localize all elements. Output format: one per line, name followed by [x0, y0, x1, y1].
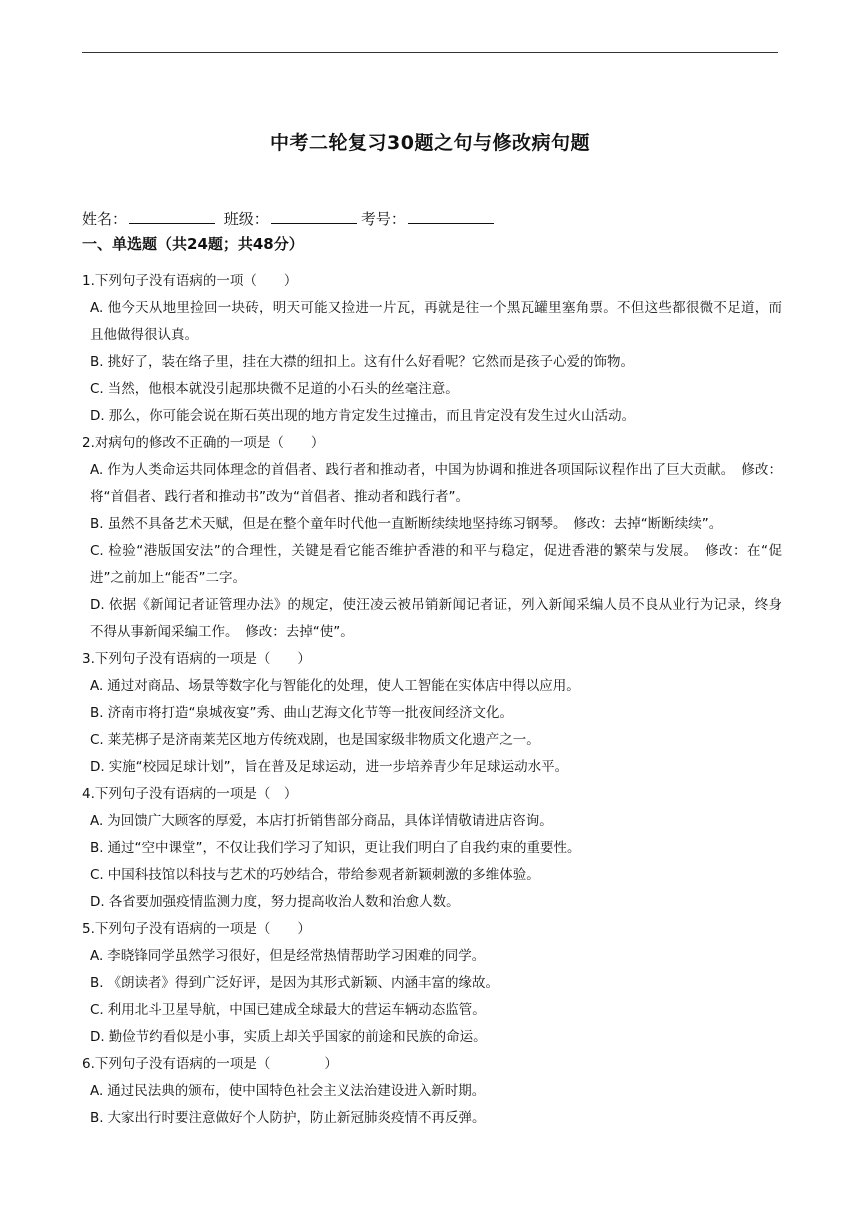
option-text: 当然，他根本就没引起那块微不足道的小石头的丝毫注意。: [107, 381, 459, 397]
option-letter: B.: [90, 354, 104, 370]
header-rule: [82, 52, 778, 53]
question-stem: 1.下列句子没有语病的一项（ ）: [82, 273, 298, 289]
question-option[interactable]: [82, 511, 782, 538]
option-letter: A.: [90, 300, 104, 316]
exam-number-blank[interactable]: [408, 207, 494, 224]
name-label: 姓名：: [82, 210, 128, 228]
question-1: [82, 268, 782, 430]
student-info-line: [82, 207, 498, 229]
option-text: 利用北斗卫星导航，中国已建成全球最大的营运车辆动态监管。: [107, 1002, 486, 1018]
option-text: 《朗读者》得到广泛好评，是因为其形式新颖、内涵丰富的缘故。: [107, 975, 500, 991]
question-stem: 4.下列句子没有语病的一项是（ ）: [82, 786, 298, 802]
option-text: 为回馈广大顾客的厚爱，本店打折销售部分商品，具体详情敬请进店咨询。: [107, 813, 553, 829]
option-letter: D.: [90, 408, 105, 424]
option-letter: D.: [90, 894, 105, 910]
option-text: 大家出行时要注意做好个人防护，防止新冠肺炎疫情不再反弹。: [107, 1110, 486, 1126]
question-option[interactable]: [82, 727, 782, 754]
question-option[interactable]: [82, 754, 782, 781]
question-option[interactable]: [82, 457, 782, 511]
option-text: 作为人类命运共同体理念的首倡者、践行者和推动者，中国为协调和推进各项国际议程作出了巨大贡献。 修改：将“首倡者、践行者和推动书”改为“首倡者、推动者和践行者”。: [90, 462, 782, 505]
question-4: [82, 781, 782, 916]
question-option[interactable]: [82, 862, 782, 889]
question-stem: 3.下列句子没有语病的一项是（ ）: [82, 651, 311, 667]
option-text: 那么，你可能会说在斯石英出现的地方肯定发生过撞击，而且肯定没有发生过火山活动。: [108, 408, 636, 424]
option-letter: C.: [90, 543, 104, 559]
question-3: [82, 646, 782, 781]
option-letter: A.: [90, 678, 104, 694]
option-letter: A.: [90, 948, 104, 964]
question-option[interactable]: [82, 1078, 782, 1105]
option-text: 中国科技馆以科技与艺术的巧妙结合，带给参观者新颖刺激的多维体验。: [107, 867, 540, 883]
option-text: 挑好了，装在络子里，挂在大襟的纽扣上。这有什么好看呢？它然而是孩子心爱的饰物。: [107, 354, 635, 370]
question-option[interactable]: [82, 943, 782, 970]
question-option[interactable]: [82, 808, 782, 835]
question-option[interactable]: [82, 349, 782, 376]
question-option[interactable]: [82, 700, 782, 727]
question-stem: 6.下列句子没有语病的一项是（ ）: [82, 1056, 338, 1072]
question-stem: 2.对病句的修改不正确的一项是（ ）: [82, 435, 325, 451]
question-list: [82, 268, 782, 1132]
option-letter: C.: [90, 732, 104, 748]
option-text: 检验“港版国安法”的合理性，关键是看它能否维护香港的和平与稳定，促进香港的繁荣与发展。 修改：在“促进”之前加上“能否”二字。: [90, 543, 782, 586]
question-2: [82, 430, 782, 646]
option-letter: B.: [90, 975, 104, 991]
question-option[interactable]: [82, 970, 782, 997]
question-option[interactable]: [82, 835, 782, 862]
option-letter: D.: [90, 597, 105, 613]
question-5: [82, 916, 782, 1051]
question-option[interactable]: [82, 673, 782, 700]
question-option[interactable]: [82, 592, 782, 646]
option-letter: A.: [90, 1083, 104, 1099]
option-letter: D.: [90, 759, 105, 775]
option-letter: B.: [90, 705, 104, 721]
question-option[interactable]: [82, 889, 782, 916]
question-option[interactable]: [82, 1024, 782, 1051]
option-text: 他今天从地里捡回一块砖，明天可能又捡进一片瓦，再就是往一个黑瓦罐里塞角票。不但这些都很微不足道，而且他做得很认真。: [90, 300, 782, 343]
document-title: 中考二轮复习30题之句与修改病句题: [270, 132, 590, 154]
option-text: 虽然不具备艺术天赋，但是在整个童年时代他一直断断续续地坚持练习钢琴。 修改：去掉“断断续续”。: [107, 516, 723, 532]
option-text: 实施“校园足球计划”，旨在普及足球运动，进一步培养青少年足球运动水平。: [108, 759, 569, 775]
option-letter: B.: [90, 516, 104, 532]
option-text: 通过民法典的颁布，使中国特色社会主义法治建设进入新时期。: [107, 1083, 486, 1099]
option-text: 济南市将打造“泉城夜宴”秀、曲山艺海文化节等一批夜间经济文化。: [107, 705, 514, 721]
question-option[interactable]: [82, 295, 782, 349]
question-6: [82, 1051, 782, 1132]
option-letter: C.: [90, 1002, 104, 1018]
exam-number-label: 考号：: [360, 210, 406, 228]
option-letter: D.: [90, 1029, 105, 1045]
question-option[interactable]: [82, 997, 782, 1024]
option-letter: A.: [90, 462, 104, 478]
option-text: 通过对商品、场景等数字化与智能化的处理，使人工智能在实体店中得以应用。: [107, 678, 580, 694]
option-text: 通过“空中课堂”，不仅让我们学习了知识，更让我们明白了自我约束的重要性。: [107, 840, 581, 856]
option-letter: B.: [90, 1110, 104, 1126]
option-text: 各省要加强疫情监测力度，努力提高收治人数和治愈人数。: [108, 894, 460, 910]
name-blank[interactable]: [129, 207, 215, 224]
class-blank[interactable]: [271, 207, 357, 224]
option-letter: A.: [90, 813, 104, 829]
section-heading: 一、单选题（共24题；共48分）: [82, 235, 304, 253]
option-text: 勤俭节约看似是小事，实质上却关乎国家的前途和民族的命运。: [108, 1029, 487, 1045]
class-label: 班级：: [223, 210, 269, 228]
option-text: 依据《新闻记者证管理办法》的规定，使汪凌云被吊销新闻记者证，列入新闻采编人员不良从业行为记录，终身不得从事新闻采编工作。 修改：去掉“使”。: [90, 597, 782, 640]
option-letter: C.: [90, 867, 104, 883]
question-option[interactable]: [82, 376, 782, 403]
option-letter: B.: [90, 840, 104, 856]
option-letter: C.: [90, 381, 104, 397]
question-option[interactable]: [82, 538, 782, 592]
question-stem: 5.下列句子没有语病的一项是（ ）: [82, 921, 311, 937]
question-option[interactable]: [82, 1105, 782, 1132]
option-text: 莱芜梆子是济南莱芜区地方传统戏剧，也是国家级非物质文化遗产之一。: [107, 732, 540, 748]
option-text: 李晓锋同学虽然学习很好，但是经常热情帮助学习困难的同学。: [107, 948, 486, 964]
question-option[interactable]: [82, 403, 782, 430]
